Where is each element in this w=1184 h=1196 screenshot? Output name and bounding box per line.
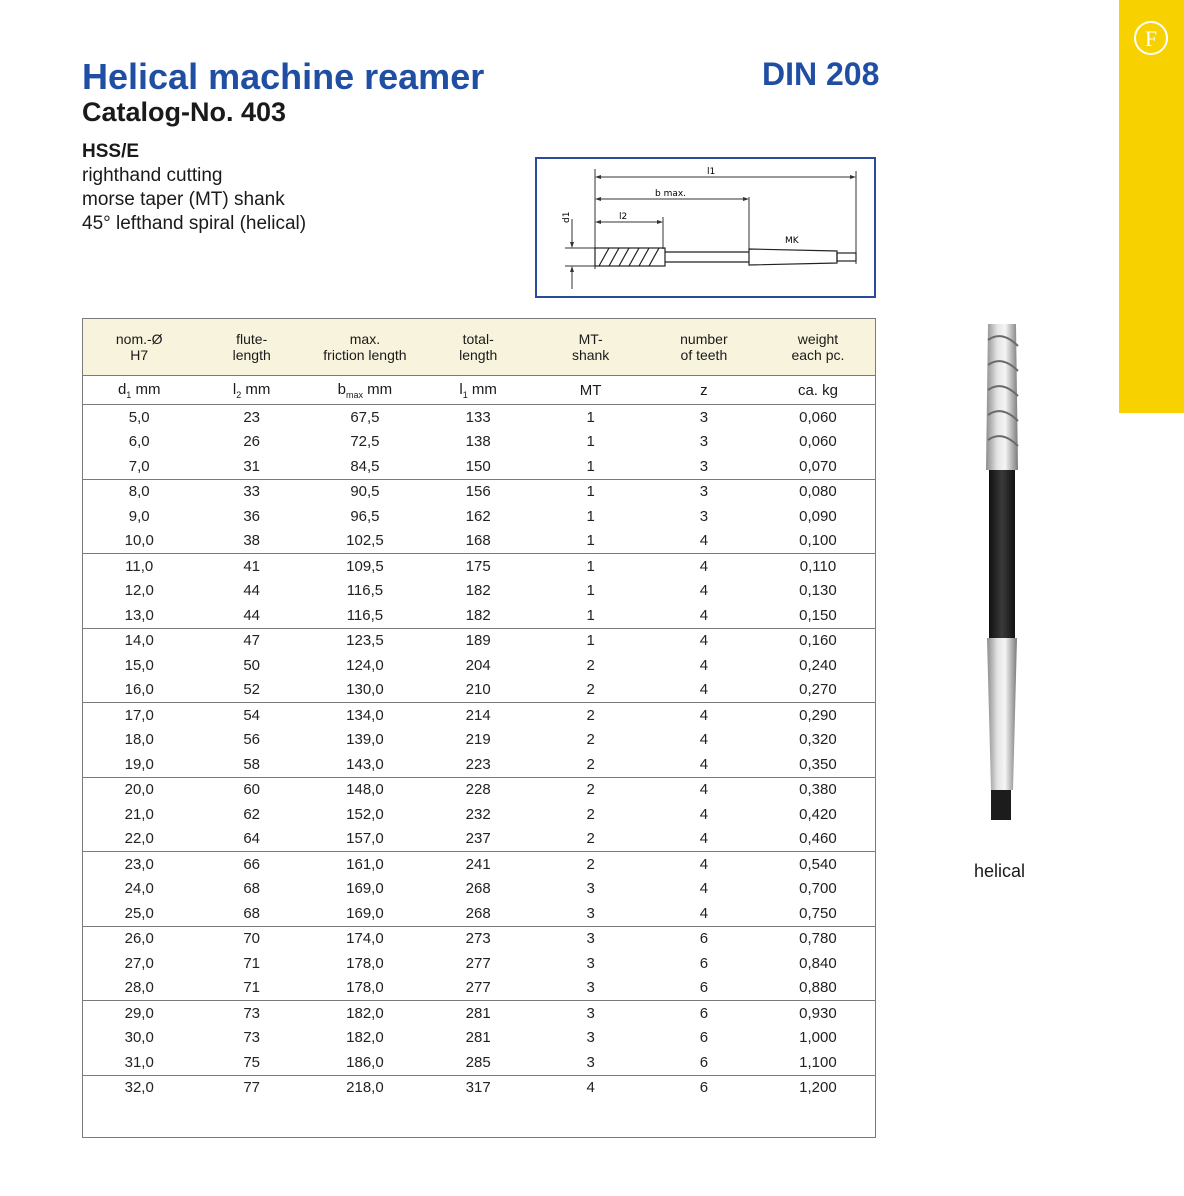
header-line: MT- [578,331,603,347]
table-row [83,430,875,455]
table-cell: 4 [699,731,709,749]
table-cell: 6 [647,976,761,1001]
table-cell: 3 [586,954,595,972]
table-cell: 9,0 [128,507,150,525]
table-cell: 44 [195,603,307,628]
table-row [83,951,875,976]
table-cell: 62 [243,805,261,823]
table-cell: 71 [195,976,307,1001]
table-cell: 1 [534,529,646,554]
table-cell: 168 [422,529,534,554]
table-cell: 3 [699,408,709,426]
table-cell: 66 [243,855,261,873]
table-cell: 175 [465,557,491,575]
header-line: length [232,347,271,363]
table-cell: 14,0 [124,632,154,650]
table-cell: 33 [243,483,261,501]
table-cell: 0,290 [799,706,837,724]
page-title: Helical machine reamer [82,56,485,97]
table-cell: 178,0 [346,954,384,972]
table-cell: 0,060 [799,408,837,426]
header-line: friction length [323,347,407,363]
table-row [83,901,875,926]
table-cell: 162 [465,507,491,525]
table-cell: 75 [195,1050,307,1075]
table-cell: 139,0 [346,731,384,749]
table-row [83,1026,875,1051]
table-cell: 268 [465,880,491,898]
table-row [83,529,875,554]
feature-item: righthand cutting [82,165,223,186]
table-cell: 77 [243,1079,261,1097]
table-cell: 29,0 [124,1004,154,1022]
header-line: weight [797,331,839,347]
table-cell: 1,200 [799,1079,837,1097]
table-cell: 1 [534,603,646,628]
table-cell: 273 [465,930,491,948]
table-cell: 219 [465,731,491,749]
table-cell: 2 [586,781,595,799]
table-cell: 241 [465,855,491,873]
table-cell: 17,0 [124,706,154,724]
table-cell: 1,000 [799,1029,837,1047]
column-unit [83,376,195,405]
unit-symbol: b [337,380,346,398]
table-cell: 232 [465,805,491,823]
table-cell: 4 [699,855,709,873]
table-cell: 3 [534,1050,646,1075]
label-d1: d1 [562,211,572,223]
table-cell: 0,840 [799,954,837,972]
table-cell: 3 [699,433,709,451]
table-cell: 182 [465,582,491,600]
table-cell: 4 [647,901,761,926]
table-cell: 31,0 [83,1050,195,1075]
table-cell: 0,150 [761,603,875,628]
table-cell: 0,160 [799,632,837,650]
table-cell: 27,0 [124,954,154,972]
table-cell: 204 [465,656,491,674]
table-cell: 16,0 [83,678,195,703]
table-cell: 0,700 [799,880,837,898]
column-unit [534,376,646,405]
side-tab [1119,0,1184,413]
reamer-photo-icon [972,320,1032,825]
unit-subscript: 1 [126,389,132,400]
table-cell: 4 [699,557,709,575]
table-cell: 1 [586,408,595,426]
table-cell: 4 [699,781,709,799]
table-cell: 0,080 [799,483,837,501]
column-header [422,319,534,376]
table-cell: 3 [647,454,761,479]
table-cell: 0,110 [799,557,837,575]
unit-subscript: max [346,389,364,400]
table-cell: 182 [422,603,534,628]
table-cell: 54 [243,706,261,724]
table-row [83,554,875,579]
reamer-drawing [537,159,874,296]
table-cell: 44 [243,582,261,600]
table-row [83,504,875,529]
table-cell: 0,420 [799,805,837,823]
table-cell: 186,0 [308,1050,422,1075]
table-cell: 6,0 [128,433,150,451]
material-label: HSS/E [82,141,140,162]
table-header-row [83,319,875,376]
table-row [83,802,875,827]
table-row [83,926,875,951]
table-cell: 4 [647,752,761,777]
table-cell: 169,0 [346,880,384,898]
unit-symbol: MT [579,381,602,399]
table-cell: 2 [534,678,646,703]
table-cell: 0,100 [761,529,875,554]
table-cell: 26 [243,433,261,451]
catalog-number: Catalog-No. 403 [82,97,287,127]
table-cell: 4 [647,603,761,628]
table-cell: 189 [465,632,491,650]
table-cell: 123,5 [346,632,384,650]
table-cell: 3 [699,483,709,501]
column-unit [761,376,875,405]
table-cell: 281 [465,1029,491,1047]
photo-caption: helical [974,861,1026,881]
column-header [83,319,195,376]
table-cell: 72,5 [350,433,380,451]
table-cell: 4 [699,656,709,674]
table-cell: 11,0 [125,557,154,575]
feature-item: 45° lefthand spiral (helical) [82,213,307,234]
column-unit [647,376,761,405]
column-header [195,319,307,376]
table-cell: 6 [699,1004,709,1022]
column-unit [422,376,534,405]
table-cell: 41 [243,557,261,575]
header-line: flute- [236,331,268,347]
table-cell: 178,0 [308,976,422,1001]
table-cell: 1,100 [761,1050,875,1075]
table-cell: 13,0 [83,603,195,628]
table-cell: 6 [699,954,709,972]
table-cell: 148,0 [346,781,384,799]
table-cell: 31 [195,454,307,479]
table-cell: 2 [586,855,595,873]
table-cell: 60 [243,781,261,799]
unit-symbol: ca. kg [797,381,838,399]
table-cell: 285 [422,1050,534,1075]
table-cell: 214 [465,706,491,724]
table-cell: 150 [422,454,534,479]
table-cell: 68 [195,901,307,926]
table-cell: 19,0 [83,752,195,777]
table-cell: 4 [699,632,709,650]
table-cell: 1 [586,483,595,501]
table-cell: 0,060 [799,433,837,451]
table-cell: 133 [465,408,491,426]
table-cell: 157,0 [308,827,422,852]
table-row [83,454,875,479]
table-row [83,976,875,1001]
header-line: number [680,331,728,347]
table-row [83,603,875,628]
table-cell: 0,320 [799,731,837,749]
table-row [83,728,875,753]
table-cell: 156 [465,483,491,501]
feature-item: morse taper (MT) shank [82,189,285,210]
header-line: total- [462,331,494,347]
table-cell: 70 [243,930,261,948]
header-line: each pc. [791,347,845,363]
column-unit [308,376,422,405]
table-cell: 96,5 [350,507,380,525]
table-cell: 0,270 [761,678,875,703]
table-row [83,877,875,902]
table-unit-row [83,376,875,405]
table-cell: 90,5 [350,483,380,501]
table-cell: 32,0 [124,1079,154,1097]
unit-label: mm [467,380,497,398]
table-cell: 152,0 [346,805,384,823]
table-cell: 0,090 [799,507,837,525]
label-mk: MK [785,236,799,246]
header-line: nom.-Ø [115,331,163,347]
table-cell: 3 [586,1004,595,1022]
table-cell: 15,0 [124,656,154,674]
table-cell: 4 [586,1079,595,1097]
table-cell: 0,130 [799,582,837,600]
table-cell: 2 [534,752,646,777]
table-cell: 3 [586,1029,595,1047]
din-standard: DIN 208 [762,56,880,92]
table-cell: 124,0 [346,656,384,674]
table-cell: 3 [534,901,646,926]
table-cell: 161,0 [346,855,384,873]
table-cell: 26,0 [124,930,154,948]
table-cell: 64 [195,827,307,852]
f-circle-logo-icon [1133,20,1169,56]
unit-symbol: z [700,381,708,399]
table-row [83,752,875,777]
table-cell: 218,0 [346,1079,384,1097]
table-cell: 73 [243,1029,261,1047]
table-cell: 6 [699,1029,709,1047]
table-cell: 228 [465,781,491,799]
table-row [83,653,875,678]
column-header [761,319,875,376]
table-cell: 36 [243,507,261,525]
table-row [83,405,875,430]
label-l2: l2 [619,212,628,222]
table-cell: 4 [699,805,709,823]
table-cell: 2 [586,731,595,749]
feature-list [82,164,306,236]
table-row [83,579,875,604]
table-cell: 1 [586,632,595,650]
table-cell: 0,240 [799,656,837,674]
table-cell: 1 [586,433,595,451]
table-cell: 18,0 [124,731,154,749]
header-line: shank [571,347,610,363]
unit-label: mm [131,380,161,398]
table-cell: 0,460 [761,827,875,852]
table-row [83,1050,875,1075]
table-cell: 237 [422,827,534,852]
table-cell: 50 [243,656,261,674]
table-row [83,777,875,802]
table-cell: 68 [243,880,261,898]
table-cell: 3 [586,930,595,948]
table-cell: 8,0 [128,483,150,501]
table-cell: 3 [586,880,595,898]
logo-letter: F [1144,26,1158,51]
table-cell: 67,5 [350,408,380,426]
table-cell: 268 [422,901,534,926]
table-cell: 28,0 [83,976,195,1001]
table-cell: 73 [243,1004,261,1022]
table-cell: 0,880 [761,976,875,1001]
table-cell: 6 [699,1079,709,1097]
table-cell: 138 [465,433,491,451]
table-cell: 20,0 [124,781,154,799]
table-cell: 25,0 [83,901,195,926]
table-cell: 10,0 [83,529,195,554]
table-cell: 4 [699,880,709,898]
header-line: H7 [130,347,149,363]
table-row [83,852,875,877]
table-cell: 4 [647,529,761,554]
table-cell: 3 [534,976,646,1001]
table-cell: 12,0 [124,582,154,600]
table-cell: 58 [195,752,307,777]
spec-table [82,318,876,1138]
table-cell: 1 [534,454,646,479]
table-cell: 30,0 [124,1029,154,1047]
table-cell: 4 [699,582,709,600]
table-cell: 2 [586,706,595,724]
table-cell: 4 [647,678,761,703]
table-cell: 317 [465,1079,491,1097]
table-cell: 0,380 [799,781,837,799]
table-cell: 1 [586,582,595,600]
table-row [83,628,875,653]
table-cell: 7,0 [83,454,195,479]
table-cell: 281 [465,1004,491,1022]
table-cell: 1 [586,557,595,575]
header-line: of teeth [680,347,728,363]
table-cell: 116,5 [308,603,422,628]
table-row [83,703,875,728]
unit-symbol: l [459,380,463,398]
spec-table-grid [83,319,875,1100]
dimension-diagram [535,157,876,298]
table-row [83,479,875,504]
table-cell: 130,0 [308,678,422,703]
table-cell: 56 [243,731,261,749]
table-cell: 5,0 [128,408,150,426]
table-cell: 22,0 [83,827,195,852]
table-row [83,1075,875,1100]
table-cell: 6 [647,1050,761,1075]
unit-label: mm [363,380,393,398]
table-cell: 71 [243,954,261,972]
header-line: max. [349,331,381,347]
table-cell: 2 [586,805,595,823]
table-cell: 102,5 [308,529,422,554]
table-row [83,678,875,703]
table-cell: 52 [195,678,307,703]
table-cell: 0,070 [761,454,875,479]
table-cell: 174,0 [346,930,384,948]
table-cell: 84,5 [308,454,422,479]
column-header [308,319,422,376]
table-row [83,827,875,852]
header-line: length [459,347,498,363]
table-cell: 24,0 [124,880,154,898]
unit-label: mm [241,380,271,398]
table-cell: 21,0 [124,805,154,823]
table-cell: 169,0 [308,901,422,926]
column-header [647,319,761,376]
unit-symbol: d [117,380,127,398]
label-l1: l1 [707,167,716,177]
unit-subscript: 1 [462,389,468,400]
table-cell: 0,350 [761,752,875,777]
table-cell: 3 [699,507,709,525]
table-cell: 0,780 [799,930,837,948]
table-cell: 4 [647,827,761,852]
table-cell: 4 [699,706,709,724]
table-cell: 223 [422,752,534,777]
table-cell: 143,0 [308,752,422,777]
table-cell: 2 [534,827,646,852]
table-cell: 23 [243,408,261,426]
table-cell: 182,0 [346,1029,384,1047]
table-cell: 6 [699,930,709,948]
table-cell: 0,540 [799,855,837,873]
table-cell: 1 [586,507,595,525]
table-cell: 109,5 [346,557,384,575]
table-cell: 2 [586,656,595,674]
table-cell: 116,5 [346,582,384,600]
table-cell: 23,0 [124,855,154,873]
column-header [534,319,646,376]
table-cell: 277 [422,976,534,1001]
table-cell: 134,0 [346,706,384,724]
unit-subscript: 2 [236,389,242,400]
table-cell: 47 [243,632,261,650]
table-cell: 277 [465,954,491,972]
table-row [83,1001,875,1026]
unit-symbol: l [232,380,237,398]
label-bmax: b max. [655,189,687,199]
table-cell: 210 [422,678,534,703]
table-cell: 182,0 [346,1004,384,1022]
table-cell: 0,750 [761,901,875,926]
column-unit [195,376,307,405]
table-cell: 38 [195,529,307,554]
table-cell: 0,930 [799,1004,837,1022]
